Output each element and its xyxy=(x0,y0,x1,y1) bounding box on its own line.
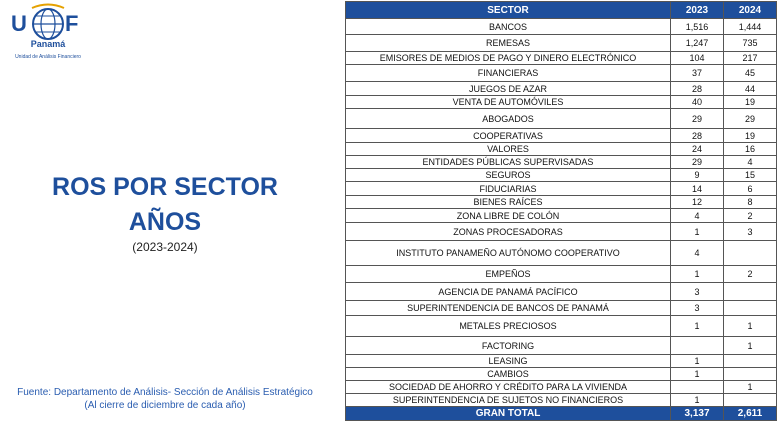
value-2024-cell: 2 xyxy=(724,266,777,283)
table-header-row xyxy=(346,2,777,19)
value-2023-cell: 37 xyxy=(671,65,724,82)
logo-letter-f: F xyxy=(65,11,79,36)
value-2024-cell: 1 xyxy=(724,316,777,337)
sector-cell: SUPERINTENDENCIA DE SUJETOS NO FINANCIEROS xyxy=(346,394,671,407)
sector-cell: EMPEÑOS xyxy=(346,266,671,283)
value-2024-cell xyxy=(724,301,777,316)
value-2024-cell xyxy=(724,394,777,407)
table-row xyxy=(346,337,777,355)
uaf-logo xyxy=(6,2,90,66)
value-2024-cell xyxy=(724,368,777,381)
sector-cell: EMISORES DE MEDIOS DE PAGO Y DINERO ELECTRÓNICO xyxy=(346,52,671,65)
table-row xyxy=(346,368,777,381)
value-2024-cell: 44 xyxy=(724,82,777,96)
table-row xyxy=(346,301,777,316)
value-2024-cell: 29 xyxy=(724,109,777,129)
table-row xyxy=(346,109,777,129)
year-range: (2023-2024) xyxy=(132,240,198,254)
source-note xyxy=(2,386,328,412)
sector-cell: FIDUCIARIAS xyxy=(346,182,671,196)
value-2023-cell: 1 xyxy=(671,266,724,283)
sector-cell: FINANCIERAS xyxy=(346,65,671,82)
source-line-1: Fuente: Departamento de Análisis- Sección de Análisis Estratégico xyxy=(17,387,313,398)
value-2023-cell: 1 xyxy=(671,368,724,381)
page-title xyxy=(30,170,300,240)
table-row xyxy=(346,266,777,283)
value-2024-cell xyxy=(724,283,777,301)
value-2023-cell: 1 xyxy=(671,223,724,241)
table-row xyxy=(346,65,777,82)
value-2024-cell: 19 xyxy=(724,129,777,143)
sector-cell: SOCIEDAD DE AHORRO Y CRÉDITO PARA LA VIVIENDA xyxy=(346,381,671,394)
sector-cell: ZONA LIBRE DE COLÓN xyxy=(346,209,671,223)
value-2023-cell: 1 xyxy=(671,394,724,407)
table-row xyxy=(346,209,777,223)
total-row xyxy=(346,407,777,421)
value-2023-cell: 3 xyxy=(671,301,724,316)
table-row xyxy=(346,182,777,196)
sector-cell: SUPERINTENDENCIA DE BANCOS DE PANAMÁ xyxy=(346,301,671,316)
sector-cell: ABOGADOS xyxy=(346,109,671,129)
sector-cell: LEASING xyxy=(346,355,671,368)
value-2024-cell xyxy=(724,241,777,266)
table-row xyxy=(346,129,777,143)
source-line-2: (Al cierre de diciembre de cada año) xyxy=(84,400,246,411)
table-row xyxy=(346,35,777,52)
value-2024-cell: 2 xyxy=(724,209,777,223)
header-2023: 2023 xyxy=(671,2,724,19)
header-2024: 2024 xyxy=(724,2,777,19)
header-sector: SECTOR xyxy=(346,2,671,19)
value-2023-cell: 24 xyxy=(671,143,724,156)
ros-by-sector-table xyxy=(345,1,777,421)
value-2023-cell: 14 xyxy=(671,182,724,196)
value-2024-cell: 1,444 xyxy=(724,19,777,35)
table-row xyxy=(346,316,777,337)
value-2024-cell: 735 xyxy=(724,35,777,52)
logo-letter-u: U xyxy=(11,11,27,36)
sector-cell: VENTA DE AUTOMÓVILES xyxy=(346,96,671,109)
sector-cell: INSTITUTO PANAMEÑO AUTÓNOMO COOPERATIVO xyxy=(346,241,671,266)
value-2023-cell: 1,247 xyxy=(671,35,724,52)
sector-cell: METALES PRECIOSOS xyxy=(346,316,671,337)
sector-cell: BANCOS xyxy=(346,19,671,35)
value-2023-cell: 1,516 xyxy=(671,19,724,35)
table-row xyxy=(346,381,777,394)
value-2023-cell: 1 xyxy=(671,316,724,337)
value-2024-cell: 15 xyxy=(724,169,777,182)
sector-cell: VALORES xyxy=(346,143,671,156)
value-2023-cell: 12 xyxy=(671,196,724,209)
sector-cell: CAMBIOS xyxy=(346,368,671,381)
table-row xyxy=(346,156,777,169)
value-2023-cell xyxy=(671,337,724,355)
sector-cell: BIENES RAÍCES xyxy=(346,196,671,209)
value-2024-cell: 19 xyxy=(724,96,777,109)
value-2023-cell: 40 xyxy=(671,96,724,109)
title-line-1: ROS POR SECTOR xyxy=(52,173,278,201)
table-row xyxy=(346,143,777,156)
value-2024-cell: 6 xyxy=(724,182,777,196)
value-2024-cell: 45 xyxy=(724,65,777,82)
table-row xyxy=(346,19,777,35)
value-2024-cell: 3 xyxy=(724,223,777,241)
total-2024: 2,611 xyxy=(724,407,777,421)
value-2023-cell: 1 xyxy=(671,355,724,368)
value-2023-cell: 4 xyxy=(671,241,724,266)
value-2023-cell: 3 xyxy=(671,283,724,301)
value-2023-cell: 4 xyxy=(671,209,724,223)
table-row xyxy=(346,52,777,65)
value-2024-cell: 1 xyxy=(724,381,777,394)
value-2023-cell: 29 xyxy=(671,156,724,169)
value-2024-cell xyxy=(724,355,777,368)
value-2023-cell: 28 xyxy=(671,82,724,96)
value-2024-cell: 1 xyxy=(724,337,777,355)
table-row xyxy=(346,283,777,301)
value-2024-cell: 16 xyxy=(724,143,777,156)
logo-name: Panamá xyxy=(30,39,66,49)
value-2023-cell: 104 xyxy=(671,52,724,65)
uaf-logo-graphic xyxy=(6,2,90,66)
table-row xyxy=(346,196,777,209)
table-row xyxy=(346,394,777,407)
table-row xyxy=(346,223,777,241)
sector-cell: ENTIDADES PÚBLICAS SUPERVISADAS xyxy=(346,156,671,169)
sector-cell: AGENCIA DE PANAMÁ PACÍFICO xyxy=(346,283,671,301)
value-2024-cell: 217 xyxy=(724,52,777,65)
value-2023-cell: 9 xyxy=(671,169,724,182)
value-2023-cell: 28 xyxy=(671,129,724,143)
value-2023-cell: 29 xyxy=(671,109,724,129)
value-2024-cell: 8 xyxy=(724,196,777,209)
ros-table-container xyxy=(345,1,776,421)
sector-cell: COOPERATIVAS xyxy=(346,129,671,143)
table-row xyxy=(346,169,777,182)
value-2023-cell xyxy=(671,381,724,394)
total-2023: 3,137 xyxy=(671,407,724,421)
sector-cell: JUEGOS DE AZAR xyxy=(346,82,671,96)
value-2024-cell: 4 xyxy=(724,156,777,169)
table-row xyxy=(346,241,777,266)
table-row xyxy=(346,82,777,96)
table-body xyxy=(346,19,777,407)
sector-cell: FACTORING xyxy=(346,337,671,355)
total-label: GRAN TOTAL xyxy=(346,407,671,421)
table-row xyxy=(346,355,777,368)
logo-tagline: Unidad de Análisis Financiero xyxy=(15,54,81,60)
sector-cell: ZONAS PROCESADORAS xyxy=(346,223,671,241)
sector-cell: SEGUROS xyxy=(346,169,671,182)
title-line-2: AÑOS xyxy=(128,208,202,236)
sector-cell: REMESAS xyxy=(346,35,671,52)
table-row xyxy=(346,96,777,109)
